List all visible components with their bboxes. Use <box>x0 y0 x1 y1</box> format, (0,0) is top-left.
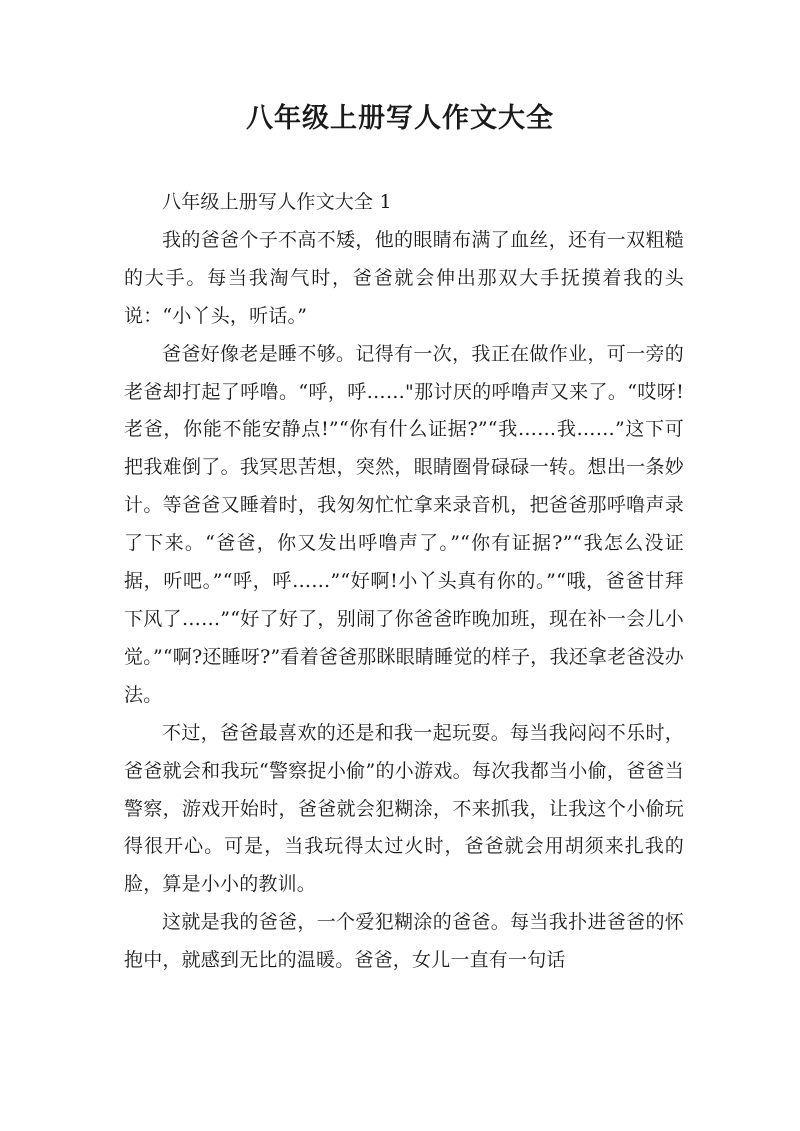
paragraph-4: 这就是我的爸爸，一个爱犯糊涂的爸爸。每当我扑进爸爸的怀抱中，就感到无比的温暖。爸爸，女儿一直有一句话 <box>124 911 684 972</box>
section-subheading: 八年级上册写人作文大全 1 <box>162 191 392 213</box>
page-title: 八年级上册写人作文大全 <box>246 103 554 134</box>
paragraph-2: 爸爸好像老是睡不够。记得有一次，我正在做作业，可一旁的老爸却打起了呼噜。“呼，呼……"那讨厌的呼噜声又来了。“哎呀!老爸，你能不能安静点!”“你有什么证据?”“我……我……”这下可把我难倒了。我冥思苦想，突然，眼睛圈骨碌碌一转。想出一条妙计。等爸爸又睡着时，我匆匆忙忙拿来录音机，把爸爸那呼噜声录了下来。“爸爸，你又发出呼噜声了。”“你有证据?”“我怎么没证据，听吧。”“呼，呼……”“好啊!小丫头真有你的。”“哦，爸爸甘拜下风了……”“好了好了，别闹了你爸爸昨晚加班，现在补一会儿小觉。”“啊?还睡呀?”看着爸爸那眯眼睛睡觉的样子，我还拿老爸没办法。 <box>124 342 684 706</box>
paragraph-1: 我的爸爸个子不高不矮，他的眼睛布满了血丝，还有一双粗糙的大手。每当我淘气时，爸爸就会伸出那双大手抚摸着我的头说：“小丫头，听话。” <box>124 228 684 327</box>
paragraph-3: 不过，爸爸最喜欢的还是和我一起玩耍。每当我闷闷不乐时，爸爸就会和我玩“警察捉小偷”的小游戏。每次我都当小偷，爸爸当警察，游戏开始时，爸爸就会犯糊涂，不来抓我，让我这个小偷玩得很开心。可是，当我玩得太过火时，爸爸就会用胡须来扎我的脸，算是小小的教训。 <box>124 721 684 896</box>
document-body <box>124 184 684 980</box>
